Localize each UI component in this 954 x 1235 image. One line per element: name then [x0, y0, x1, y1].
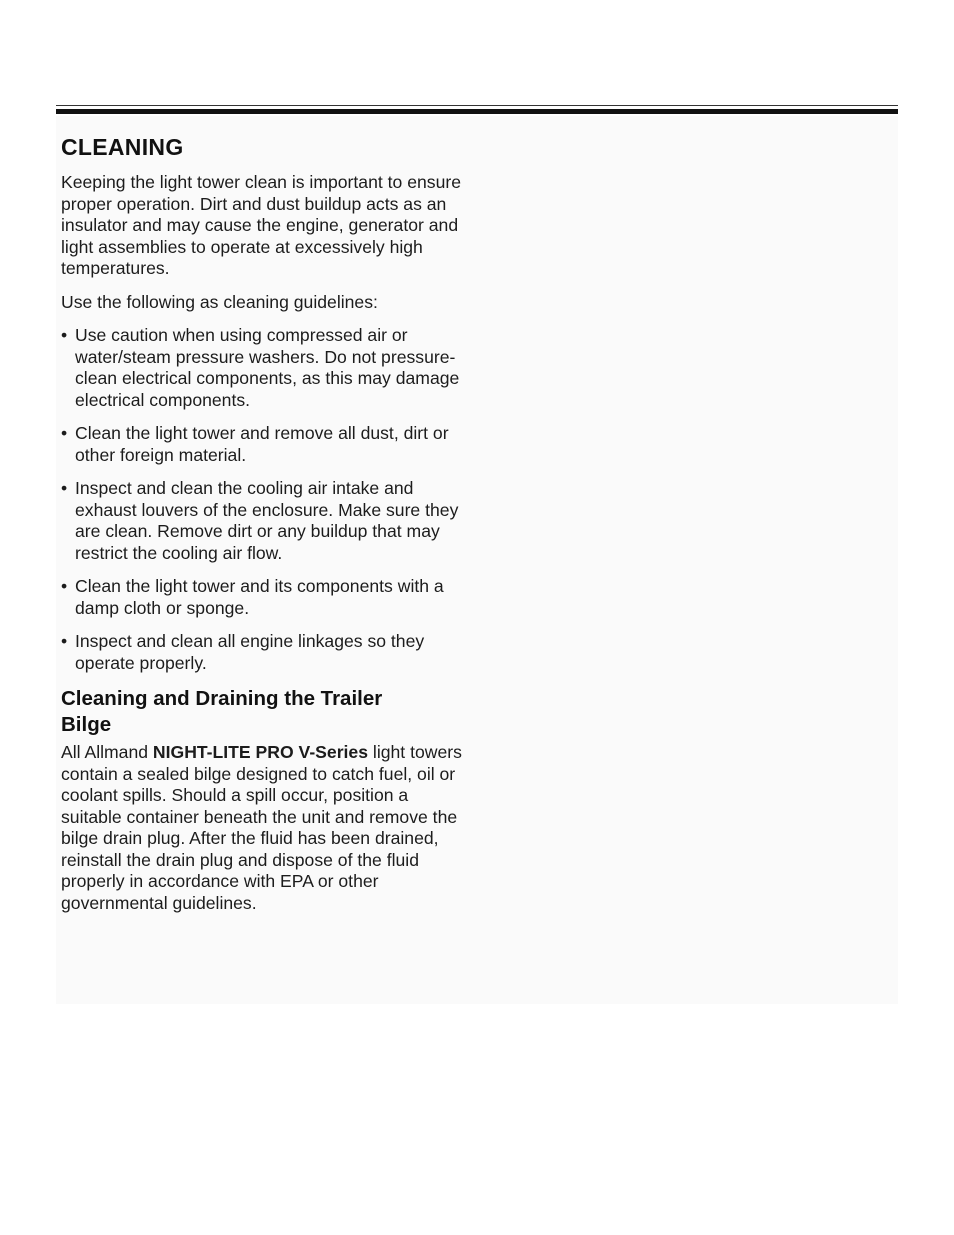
bilge-text-prefix: All Allmand: [61, 742, 153, 762]
guidelines-lead: Use the following as cleaning guidelines:: [61, 291, 378, 312]
list-item: [61, 576, 471, 619]
intro-paragraph: Keeping the light tower clean is important to ensure proper operation. Dirt and dust buildup acts as an insulator and may cause the engine, generator and light assemblies to operate at excessively high temperatures.: [61, 172, 462, 278]
subsection-title-line2: Bilge: [61, 713, 112, 736]
bullet-icon: •: [61, 478, 68, 498]
bullet-icon: •: [61, 325, 68, 345]
list-item: [61, 478, 471, 564]
guidelines-list: [61, 325, 471, 674]
header-rule-thin: [56, 105, 898, 106]
subsection-title-line1: Cleaning and Draining the Trailer: [61, 687, 383, 710]
product-name: NIGHT-LITE PRO V-Series: [152, 742, 369, 762]
bullet-icon: •: [61, 423, 68, 443]
list-item: [61, 325, 471, 411]
bilge-text-body: light towers contain a sealed bilge designed to catch fuel, oil or coolant spills. Should a spill occur, position a suitable container beneath the unit and remove the bilge drain plug. After the fluid has been drained, reinstall the drain plug and dispose of the fluid properly in accordance with EPA or other governmental guidelines.: [61, 742, 462, 913]
bullet-icon: •: [61, 631, 68, 651]
bullet-icon: •: [61, 576, 68, 596]
list-item-text: Clean the light tower and remove all dust, dirt or other foreign material.: [75, 423, 449, 465]
cleaning-section: [61, 132, 471, 926]
section-title: CLEANING: [61, 134, 184, 160]
list-item-text: Use caution when using compressed air or water/steam pressure washers. Do not pressure-clean electrical components, as this may damage electrical components.: [75, 325, 460, 410]
bilge-paragraph: [61, 742, 471, 914]
list-item: [61, 631, 471, 674]
list-item-text: Inspect and clean all engine linkages so they operate properly.: [75, 631, 425, 673]
list-item: [61, 423, 471, 466]
list-item-text: Clean the light tower and its components with a damp cloth or sponge.: [75, 576, 444, 618]
list-item-text: Inspect and clean the cooling air intake and exhaust louvers of the enclosure. Make sure they are clean. Remove dirt or any buildup that may restrict the cooling air flow.: [75, 478, 459, 563]
subsection-title: [61, 686, 471, 738]
header-rule: [56, 109, 898, 114]
